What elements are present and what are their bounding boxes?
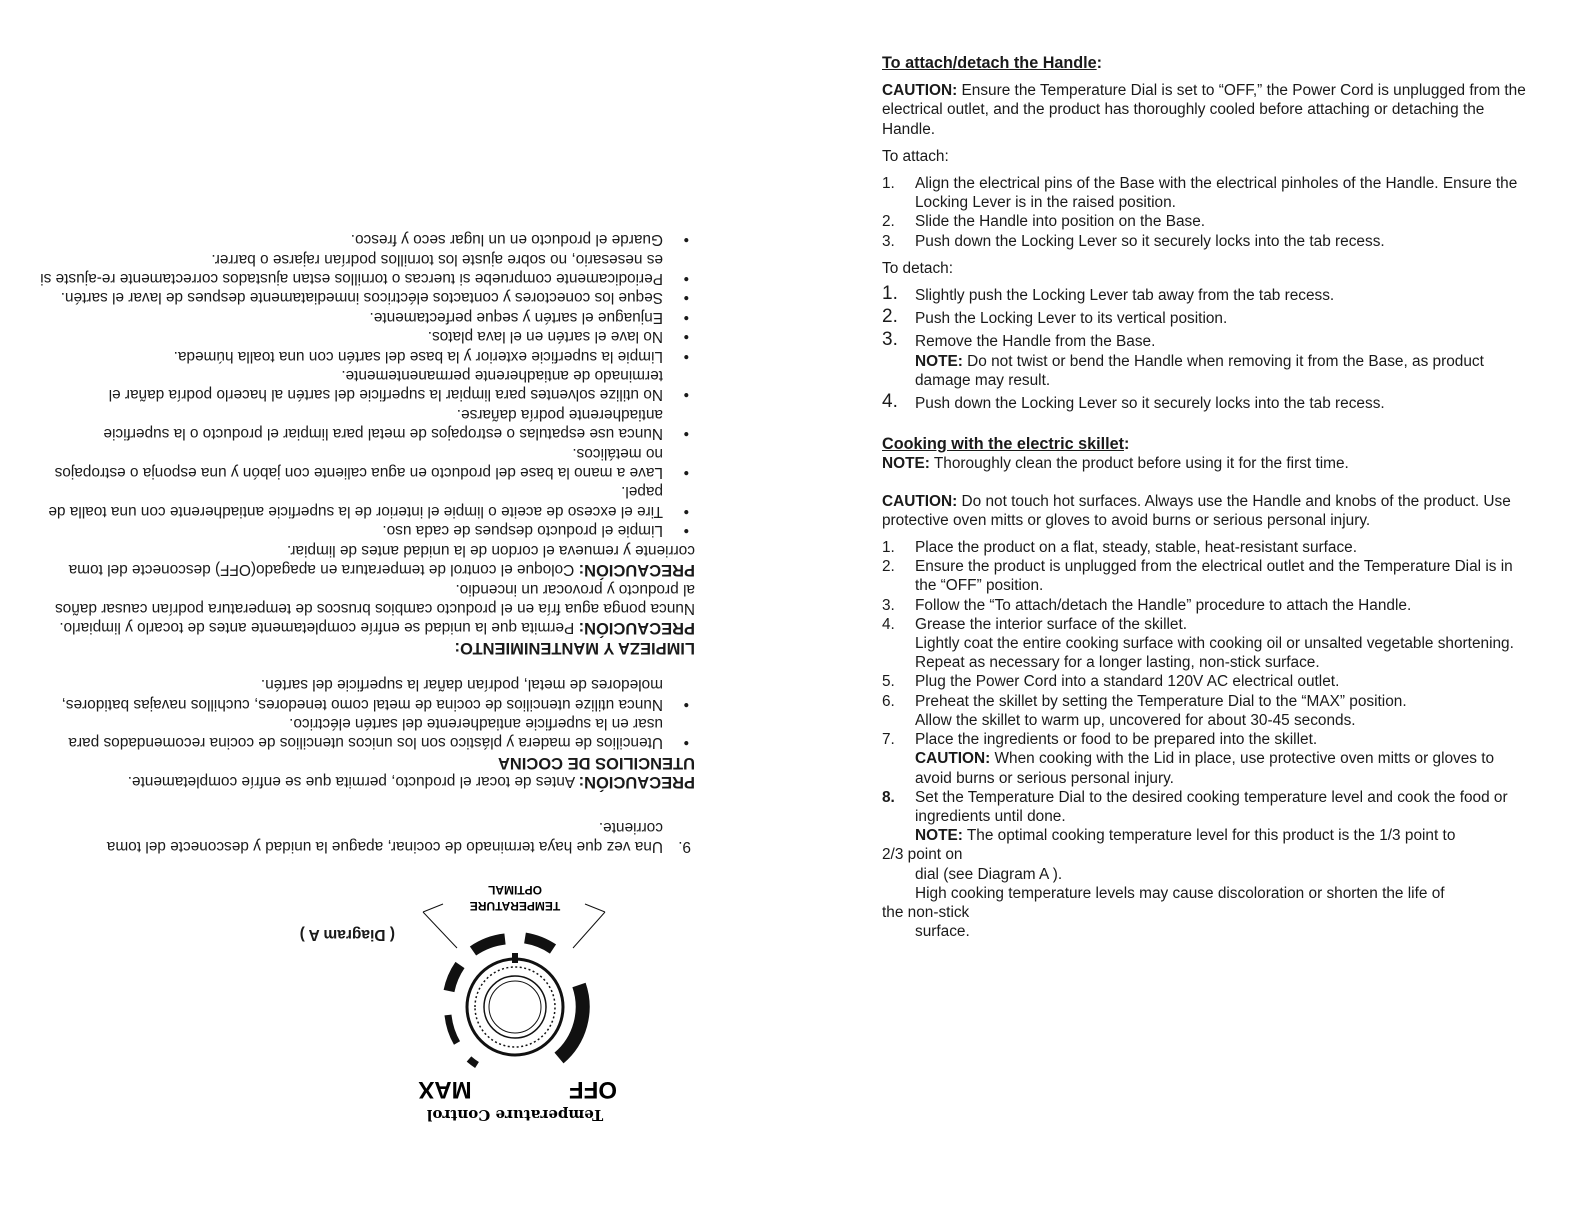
- optimal-note-line4: High cooking temperature levels may cause discoloration or shorten the life of: [915, 884, 1445, 902]
- list-item: • Utencilios de madera y plástico son los unicos utencilios de cocina recomendados para usar en la superficie antiadherente del sartén eléctrico.: [40, 714, 695, 753]
- list-item: [882, 174, 1527, 212]
- note-text: Do not twist or bend the Handle when removing it from the Base, as product damage may result.: [915, 352, 1484, 389]
- note-text: The optimal cooking temperature level for this product is the 1/3 point to: [962, 827, 1456, 845]
- step-number: 2.: [882, 213, 895, 231]
- optimal-note-line6: surface.: [915, 923, 970, 941]
- step-number: 3.: [882, 232, 895, 250]
- list-item: [882, 730, 1527, 788]
- precaucion-label: PRECAUCIÓN:: [578, 619, 695, 638]
- step-extra: Lightly coat the entire cooking surface with cooking oil or unsalted vegetable shortening. Repeat as necessary for a longer lasting, non-stick surface.: [915, 635, 1514, 672]
- list-item: [882, 329, 1527, 390]
- list-item: [882, 672, 1527, 691]
- list-item: • Limpie la superficie exterior y la base del sartén con una toalla húmeda.: [40, 346, 695, 365]
- list-item: • Nunca use espatulas o estropajos de metal para limpiar el producto o la superficie antiadherente podría dañarse.: [40, 404, 695, 443]
- list-item: [882, 692, 1527, 730]
- dial-knob-icon: [448, 938, 583, 1065]
- to-attach-label: To attach:: [882, 147, 949, 165]
- caution-text: Do not touch hot surfaces. Always use the Handle and knobs of the product. Use protective oven mitts or gloves to avoid burns or serious personal injury.: [882, 492, 1511, 529]
- step-number: 5.: [882, 673, 895, 691]
- step-text: Place the product on a flat, steady, stable, heat-resistant surface.: [915, 539, 1358, 557]
- step-text: Remove the Handle from the Base.: [915, 333, 1156, 351]
- dial-optimal-label: OPTIMAL: [488, 883, 542, 897]
- step-number: 8.: [882, 788, 895, 806]
- optimal-note-line5: the non-stick: [882, 903, 970, 921]
- caution-text: When cooking with the Lid in place, use protective oven mitts or gloves to avoid burns or serious personal injury.: [915, 750, 1495, 787]
- step-number: 6.: [882, 692, 895, 710]
- precaucion-unplug: [40, 540, 695, 579]
- precaucion-label: PRECAUCIÓN:: [578, 773, 695, 792]
- optimal-note-line3: dial (see Diagram A ).: [915, 865, 1063, 883]
- step-number: 3.: [882, 596, 895, 614]
- step-text: Grease the interior surface of the skillet.: [915, 615, 1188, 633]
- step-caution: [915, 749, 1527, 787]
- note-text: Thoroughly clean the product before using it for the first time.: [929, 455, 1349, 473]
- attach-heading-colon: :: [1096, 54, 1103, 72]
- step-number: 1.: [882, 175, 895, 193]
- list-item: • Guarde el producto en un lugar seco y fresco.: [40, 230, 695, 249]
- list-item: • Limpie el producto despues de cada uso.: [40, 521, 695, 540]
- list-item: [882, 557, 1527, 595]
- cooking-heading-text: Cooking with the electric skillet: [882, 435, 1124, 454]
- limpieza-list: [40, 230, 695, 541]
- list-item: • Lave a mano la base del producto en agua caliente con jabón y una esponja o estropajos no metálicos.: [40, 443, 695, 482]
- note-label: NOTE:: [882, 455, 930, 473]
- list-item: [882, 391, 1527, 413]
- step-number: 4.: [882, 391, 898, 413]
- list-item: [882, 232, 1527, 251]
- diagram-a: [40, 870, 695, 1130]
- step-number: 1.: [882, 539, 895, 557]
- english-page: [882, 54, 1527, 941]
- step-number: 9.: [678, 838, 691, 855]
- step-text: Align the electrical pins of the Base with the electrical pinholes of the Handle. Ensure the Locking Lever is in the raised position.: [915, 175, 1518, 212]
- step-extra: Allow the skillet to warm up, uncovered for about 30-45 seconds.: [915, 711, 1356, 729]
- step-text: Preheat the skillet by setting the Temperature Dial to the “MAX” position.: [915, 692, 1407, 710]
- list-item: • Periodicamente compruebe si tuercas o tornillos estan ajustados correctamente re-ajuste si es nesesario, no sobre ajuste los tornillos podrían rajarse o barrer.: [40, 249, 695, 288]
- step-text: Ensure the product is unplugged from the electrical outlet and the Temperature Dial is in the “OFF” position.: [915, 558, 1513, 595]
- caution-text: Ensure the Temperature Dial is set to “OFF,” the Power Cord is unplugged from the electrical outlet, and the product has thoroughly cooled before attaching or detaching the Handle.: [882, 82, 1526, 138]
- list-item: [882, 538, 1527, 557]
- step-text: Slightly push the Locking Lever tab away from the tab recess.: [915, 287, 1335, 305]
- list-item: [882, 212, 1527, 231]
- list-item: • Enjuague el sartén y seque perfectamente.: [40, 307, 695, 326]
- precaucion-label: PRECAUCIÓN:: [578, 561, 695, 580]
- note-label: NOTE:: [915, 352, 963, 370]
- step-text: Una vez que haya terminado de cocinar, apague la unidad y desconecte del toma corriente.: [106, 818, 663, 855]
- optimal-note: [882, 826, 1527, 845]
- cooking-heading-colon: :: [1123, 435, 1130, 454]
- list-item: [882, 306, 1527, 328]
- step-text: Push down the Locking Lever so it securely locks into the tab recess.: [915, 232, 1385, 250]
- limpieza-heading: LIMPIEZA Y MANTENIMIENTO:: [454, 638, 695, 657]
- step-text: Set the Temperature Dial to the desired cooking temperature level and cook the food or ingredients until done.: [915, 788, 1508, 825]
- cooking-steps: [882, 538, 1527, 826]
- caution-label: CAUTION:: [882, 82, 958, 100]
- attach-steps: [882, 174, 1527, 251]
- utensilios-heading: UTENCILIOS DE COCINA: [497, 753, 695, 772]
- dial-control-label: Temperature Control: [426, 1106, 604, 1124]
- step-text: Plug the Power Cord into a standard 120V AC electrical outlet.: [915, 673, 1340, 691]
- diagram-caption: ( Diagram A ): [299, 926, 395, 943]
- temperature-dial-diagram: [365, 870, 665, 1130]
- step-number: 7.: [882, 731, 895, 749]
- step-number: 2.: [882, 558, 895, 576]
- step-number: 4.: [882, 615, 895, 633]
- step-text: Slide the Handle into position on the Base.: [915, 213, 1206, 231]
- step-text: Push the Locking Lever to its vertical position.: [915, 310, 1228, 328]
- to-detach-label: To detach:: [882, 259, 954, 277]
- detach-steps: [882, 283, 1527, 413]
- precaucion-cleaning: [40, 579, 695, 637]
- precaucion-text: Antes de tocar el producto, permita que se enfríe completamente.: [127, 773, 579, 791]
- list-item: • Tire el exceso de aceite o limpie el interior de la superficie antiadherente con una toalla de papel.: [40, 482, 695, 521]
- list-item: [882, 596, 1527, 615]
- list-item: [882, 615, 1527, 673]
- dial-temperature-label: TEMPERATURE: [469, 899, 561, 913]
- step-text: Place the ingredients or food to be prepared into the skillet.: [915, 731, 1318, 749]
- list-item: • Nunca utilize utencilios de cocina de metal como tenedores, cuchillos navajas batidores, moledores de metal, podrían dañar la superficie del sartén.: [40, 675, 695, 714]
- precaucion-text: Permita que la unidad se enfríe completamente antes de tocarlo y limpiarlo. Nunca ponga agua fría en el producto cambios bruscos de temperatura podrían causar daños al producto y provocar un incendio.: [55, 580, 695, 637]
- utensilios-list: [40, 675, 695, 753]
- optimal-note-line2: 2/3 point on: [882, 846, 963, 864]
- step-number: 2.: [882, 306, 898, 328]
- caution-label: CAUTION:: [915, 750, 991, 768]
- precaucion-cooling: [40, 772, 695, 791]
- precaucion-text: Coloque el control de temperatura en apagado(OFF) desconecte del toma corriente y remueva el cordon de la unidad antes de limpiar.: [68, 541, 695, 579]
- note-label: NOTE:: [915, 827, 963, 845]
- list-item: • No lave el sartén en el lava platos.: [40, 327, 695, 346]
- list-item: [882, 283, 1527, 305]
- step-9: [40, 817, 695, 856]
- caution-attach: [882, 81, 1527, 139]
- note-first-use: [882, 454, 1527, 473]
- attach-heading-text: To attach/detach the Handle: [882, 54, 1097, 72]
- caution-hot-surfaces: [882, 492, 1527, 530]
- dial-off-label: OFF: [569, 1076, 617, 1103]
- dial-max-label: MAX: [418, 1076, 472, 1103]
- step-number: 1.: [882, 283, 898, 305]
- list-item: • No utilize solventes para limpiar la superficie del sartén al hacerlo podría dañar el terminado de antiadherente permanentemente.: [40, 366, 695, 405]
- step-note: [915, 352, 1527, 390]
- list-item: • Seque los conectores y contactos eléctricos inmediatamente despues de lavar el sartén.: [40, 288, 695, 307]
- step-text: Push down the Locking Lever so it securely locks into the tab recess.: [915, 395, 1385, 413]
- spanish-page: [40, 190, 695, 1130]
- cooking-heading: [882, 435, 1527, 454]
- step-number: 3.: [882, 329, 898, 351]
- caution-label: CAUTION:: [882, 492, 958, 510]
- step-text: Follow the “To attach/detach the Handle” procedure to attach the Handle.: [915, 596, 1412, 614]
- list-item: [882, 788, 1527, 826]
- attach-heading: [882, 54, 1527, 73]
